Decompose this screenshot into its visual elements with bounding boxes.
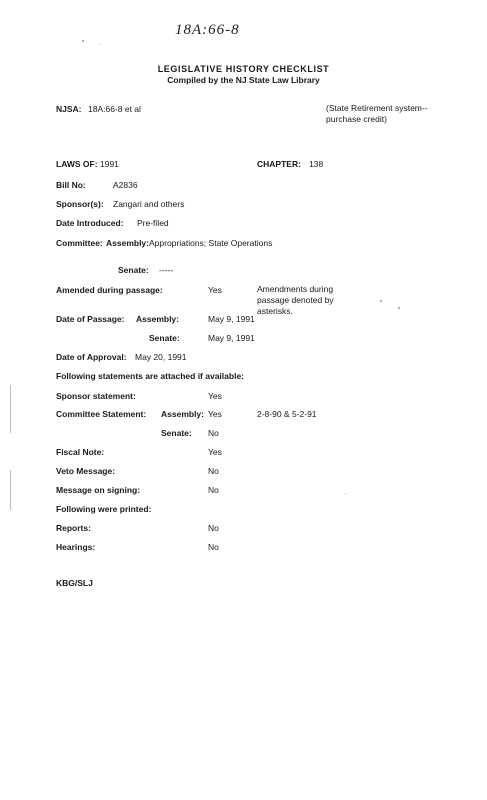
message-on-signing-value: No: [208, 485, 219, 495]
handwritten-citation: 18A:66-8: [175, 22, 240, 38]
message-on-signing-label: Message on signing:: [56, 485, 141, 495]
passage-assembly-value: May 9, 1991: [208, 314, 255, 324]
fiscal-note-value: Yes: [208, 447, 222, 457]
passage-senate-label: Senate:: [149, 333, 180, 343]
subject-note: (State Retirement system--purchase credit): [326, 103, 428, 124]
committee-statement-senate-label: Senate:: [161, 428, 192, 438]
scan-speck: [82, 40, 84, 42]
date-of-approval-label: Date of Approval:: [56, 352, 127, 362]
date-of-passage-label: Date of Passage:: [56, 314, 125, 324]
committee-statement-senate-value: No: [208, 428, 219, 438]
amended-value: Yes: [208, 285, 222, 295]
njsa-label: NJSA:: [56, 104, 82, 114]
document-title: LEGISLATIVE HISTORY CHECKLIST: [157, 64, 330, 74]
chapter-label: CHAPTER:: [257, 159, 301, 169]
date-introduced-value: Pre-filed: [137, 218, 169, 228]
initials: KBG/SLJ: [56, 578, 93, 588]
hearings-value: No: [208, 542, 219, 552]
veto-message-label: Veto Message:: [56, 466, 116, 476]
scan-speck: [398, 307, 400, 309]
veto-message-value: No: [208, 466, 219, 476]
date-introduced-label: Date Introduced:: [56, 218, 124, 228]
reports-label: Reports:: [56, 523, 91, 533]
njsa-value: 18A:66-8 et al: [88, 104, 141, 114]
bill-no-label: Bill No:: [56, 180, 86, 190]
committee-senate-value: -----: [159, 265, 174, 275]
fiscal-note-label: Fiscal Note:: [56, 447, 105, 457]
laws-of-value: 1991: [100, 159, 119, 169]
amended-note: Amendments during passage denoted by asterisks.: [257, 284, 334, 316]
document-subtitle: Compiled by the NJ State Law Library: [167, 75, 320, 85]
chapter-value: 138: [309, 159, 324, 169]
sponsors-label: Sponsor(s):: [56, 199, 104, 209]
committee-assembly-value: Appropriations; State Operations: [149, 238, 273, 248]
passage-senate-value: May 9, 1991: [208, 333, 255, 343]
following-attached-heading: Following statements are attached if available:: [56, 371, 244, 381]
committee-statement-assembly-label: Assembly:: [161, 409, 204, 419]
committee-senate-label: Senate:: [118, 265, 149, 275]
committee-statement-assembly-value: Yes: [208, 409, 222, 419]
following-printed-heading: Following were printed:: [56, 504, 152, 514]
committee-label: Committee:: [56, 238, 103, 248]
hearings-label: Hearings:: [56, 542, 96, 552]
scan-margin-line: [10, 385, 11, 433]
scan-margin-line: [10, 470, 11, 510]
amended-label: Amended during passage:: [56, 285, 163, 295]
committee-statement-dates: 2-8-90 & 5-2-91: [257, 409, 317, 419]
passage-assembly-label: Assembly:: [136, 314, 179, 324]
scan-speck: [100, 44, 101, 45]
bill-no-value: A2836: [113, 180, 138, 190]
sponsors-value: Zangari and others: [113, 199, 185, 209]
reports-value: No: [208, 523, 219, 533]
sponsor-statement-label: Sponsor statement:: [56, 391, 136, 401]
sponsor-statement-value: Yes: [208, 391, 222, 401]
committee-assembly-label: Assembly:: [106, 238, 149, 248]
scan-speck: [380, 300, 382, 302]
laws-of-label: LAWS OF:: [56, 159, 98, 169]
scan-speck: [345, 493, 346, 494]
date-of-approval-value: May 20, 1991: [135, 352, 187, 362]
committee-statement-label: Committee Statement:: [56, 409, 147, 419]
